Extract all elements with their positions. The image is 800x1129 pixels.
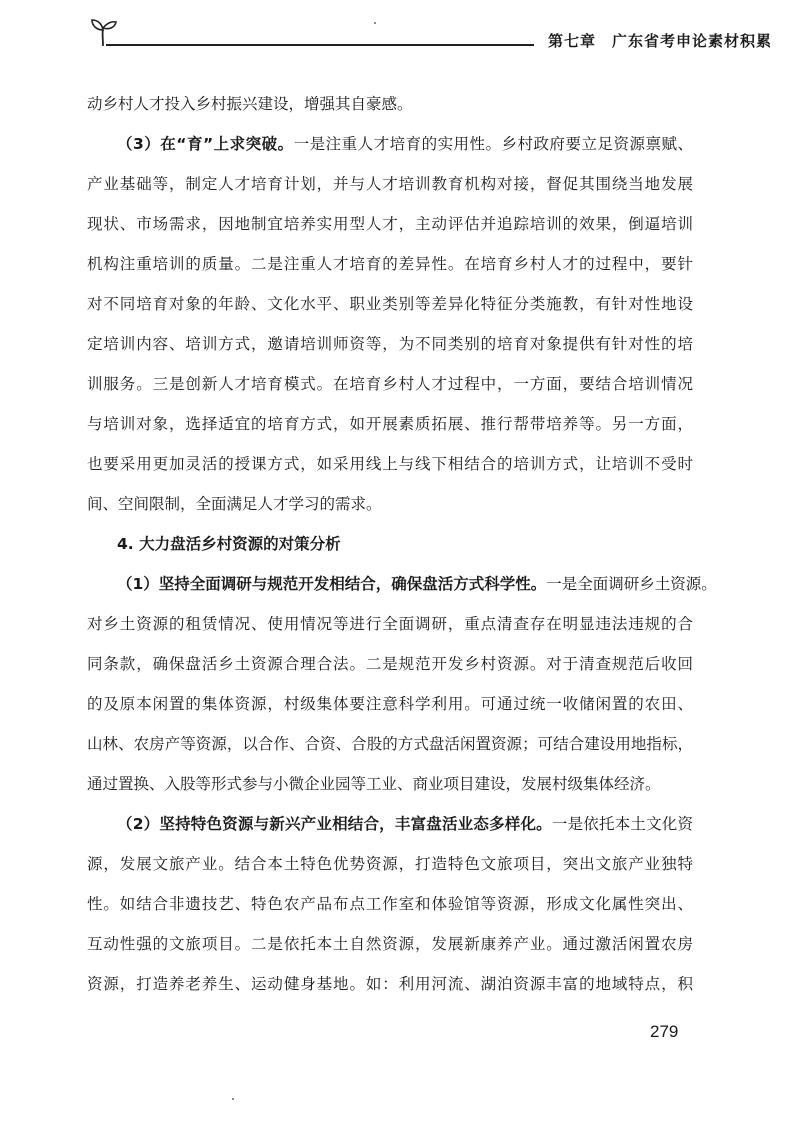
text-line: 互动性强的文旅项目。二是依托本土自然资源，发展新康养产业。通过激活闲置农房 — [87, 935, 693, 953]
header-rule — [106, 44, 534, 46]
text-line: 通过置换、入股等形式参与小微企业园等工业、商业项目建设，发展村级集体经济。 — [87, 775, 661, 793]
text-line: 同条款，确保盘活乡土资源合理合法。二是规范开发乡村资源。对于清查规范后收回 — [87, 655, 693, 673]
section-heading: 4. 大力盘活乡村资源的对策分析 — [117, 535, 341, 553]
text-line: （1）坚持全面调研与规范开发相结合，确保盘活方式科学性。一是全面调研乡土资源。 — [117, 575, 717, 593]
text-line: 对乡土资源的租赁情况、使用情况等进行全面调研，重点清查存在明显违法违规的合 — [87, 615, 693, 633]
text-line: 现状、市场需求，因地制宜培养实用型人才，主动评估并追踪培训的效果，倒逼培训 — [87, 215, 693, 233]
sprout-icon — [88, 14, 118, 48]
text-line: 的及原本闲置的集体资源，村级集体要注意科学利用。可通过统一收储闲置的农田、 — [87, 695, 693, 713]
text-line: 山林、农房产等资源，以合作、合资、合股的方式盘活闲置资源；可结合建设用地指标， — [87, 735, 693, 753]
text-line: 源，发展文旅产业。结合本土特色优势资源，打造特色文旅项目，突出文旅产业独特 — [87, 855, 693, 873]
text-line: 动乡村人才投入乡村振兴建设，增强其自豪感。 — [87, 95, 413, 113]
text-line: 间、空间限制，全面满足人才学习的需求。 — [87, 495, 382, 513]
text-line: 训服务。三是创新人才培育模式。在培育乡村人才过程中，一方面，要结合培训情况 — [87, 375, 693, 393]
text-line: 资源，打造养老养生、运动健身基地。如：利用河流、湖泊资源丰富的地域特点，积 — [87, 975, 693, 993]
text-line: （2）坚持特色资源与新兴产业相结合，丰富盘活业态多样化。一是依托本土文化资 — [117, 815, 693, 833]
text-line: 对不同培育对象的年龄、文化水平、职业类别等差异化特征分类施教，有针对性地设 — [87, 295, 693, 313]
subheading: （3）在“育”上求突破。 — [117, 135, 294, 153]
text-line: （3）在“育”上求突破。一是注重人才培育的实用性。乡村政府要立足资源禀赋、 — [117, 135, 693, 153]
running-header — [88, 14, 773, 54]
chapter-title: 第七章 广东省考申论素材积累 — [548, 32, 773, 50]
text-line: 定培训内容、培训方式，邀请培训师资等，为不同类别的培育对象提供有针对性的培 — [87, 335, 693, 353]
text-line: 性。如结合非遗技艺、特色农产品布点工作室和体验馆等资源，形成文化属性突出、 — [87, 895, 693, 913]
text-line: 也要采用更加灵活的授课方式，如采用线上与线下相结合的培训方式，让培训不受时 — [87, 455, 693, 473]
page-number: 279 — [650, 1022, 679, 1041]
scan-speck — [232, 1098, 234, 1100]
body-text — [87, 84, 717, 1004]
subheading: （2）坚持特色资源与新兴产业相结合，丰富盘活业态多样化。 — [117, 815, 552, 833]
scan-speck — [374, 22, 376, 24]
subheading: （1）坚持全面调研与规范开发相结合，确保盘活方式科学性。 — [117, 575, 547, 593]
text-line: 与培训对象，选择适宜的培育方式，如开展素质拓展、推行帮带培养等。另一方面， — [87, 415, 693, 433]
text-line: 机构注重培训的质量。二是注重人才培育的差异性。在培育乡村人才的过程中，要针 — [87, 255, 693, 273]
text-line: 产业基础等，制定人才培育计划，并与人才培训教育机构对接，督促其围绕当地发展 — [87, 175, 693, 193]
